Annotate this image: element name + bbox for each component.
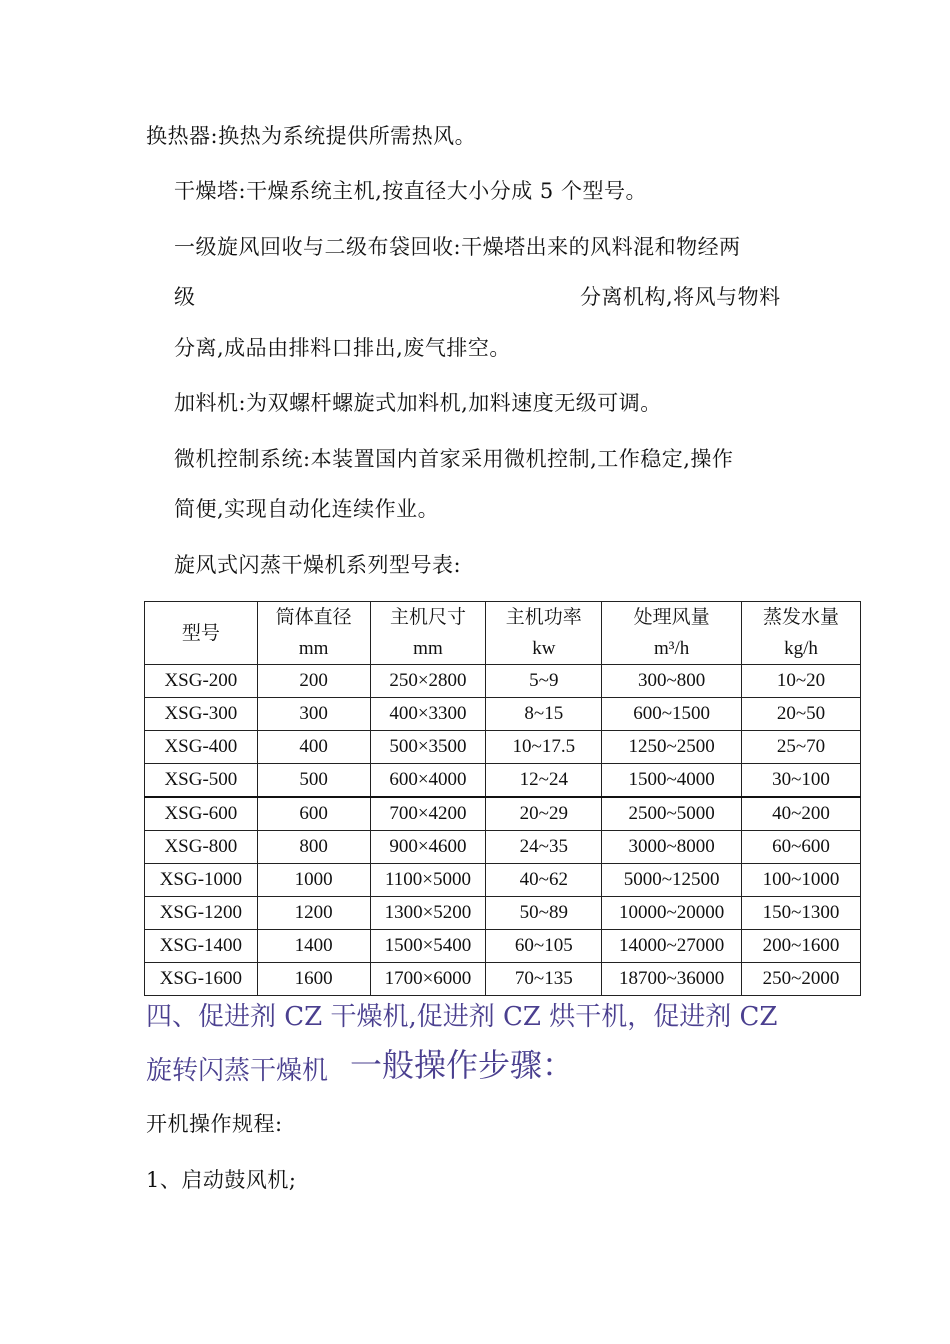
startup-procedure-title: 开机操作规程: [146, 1112, 283, 1136]
table-cell: 70~135 [486, 963, 602, 996]
table-row [145, 831, 861, 864]
table-cell: 3000~8000 [602, 831, 742, 864]
table-cell: 50~89 [486, 897, 602, 930]
table-cell: 25~70 [742, 731, 861, 764]
table-cell: 900×4600 [370, 831, 486, 864]
table-row [145, 764, 861, 798]
table-cell: XSG-200 [145, 665, 258, 698]
table-row [145, 897, 861, 930]
paragraph-feeder: 加料机:为双螺杆螺旋式加料机,加料速度无级可调。 [174, 391, 662, 415]
table-row [145, 698, 861, 731]
table-row [145, 864, 861, 897]
table-cell: 600×4000 [370, 764, 486, 798]
header-cell: 处理风量 m³/h [602, 602, 742, 665]
table-cell: 5~9 [486, 665, 602, 698]
table-cell: XSG-1400 [145, 930, 258, 963]
table-cell: 800 [257, 831, 370, 864]
table-row [145, 731, 861, 764]
table-row [145, 930, 861, 963]
section-heading-line2b: 一般操作步骤： [350, 1046, 575, 1084]
table-cell: 100~1000 [742, 864, 861, 897]
table-cell: 200 [257, 665, 370, 698]
table-cell: 1100×5000 [370, 864, 486, 897]
paragraph-control-line2: 简便,实现自动化连续作业。 [174, 497, 440, 521]
table-cell: 500 [257, 764, 370, 798]
table-cell: 600 [257, 797, 370, 831]
table-cell: XSG-600 [145, 797, 258, 831]
table-cell: XSG-1600 [145, 963, 258, 996]
table-cell: 700×4200 [370, 797, 486, 831]
table-cell: 5000~12500 [602, 864, 742, 897]
table-cell: 1200 [257, 897, 370, 930]
table-cell: 1500~4000 [602, 764, 742, 798]
table-row [145, 963, 861, 996]
paragraph-drying-tower: 干燥塔:干燥系统主机,按直径大小分成 5 个型号。 [174, 179, 647, 203]
table-caption: 旋风式闪蒸干燥机系列型号表: [174, 553, 462, 577]
table-cell: 200~1600 [742, 930, 861, 963]
table-cell: 400 [257, 731, 370, 764]
table-cell: XSG-400 [145, 731, 258, 764]
step-1: 1、启动鼓风机; [146, 1168, 297, 1192]
table-cell: 1700×6000 [370, 963, 486, 996]
table-cell: 1300×5200 [370, 897, 486, 930]
table-cell: 20~29 [486, 797, 602, 831]
section-heading-line1: 四、促进剂 CZ 干燥机,促进剂 CZ 烘干机，促进剂 CZ [146, 1002, 778, 1032]
table-cell: 24~35 [486, 831, 602, 864]
table-cell: 30~100 [742, 764, 861, 798]
table-cell: 250×2800 [370, 665, 486, 698]
table-cell: 1500×5400 [370, 930, 486, 963]
table-cell: XSG-300 [145, 698, 258, 731]
paragraph-recovery-line3: 分离,成品由排料口排出,废气排空。 [174, 336, 511, 360]
table-cell: XSG-1200 [145, 897, 258, 930]
table-cell: 40~200 [742, 797, 861, 831]
table-cell: 1400 [257, 930, 370, 963]
table-cell: 20~50 [742, 698, 861, 731]
table-cell: 14000~27000 [602, 930, 742, 963]
table-cell: 18700~36000 [602, 963, 742, 996]
table-cell: 500×3500 [370, 731, 486, 764]
table-cell: 1250~2500 [602, 731, 742, 764]
table-cell: 8~15 [486, 698, 602, 731]
table-cell: 60~105 [486, 930, 602, 963]
table-cell: 1600 [257, 963, 370, 996]
table-cell: XSG-500 [145, 764, 258, 798]
paragraph-heat-exchanger: 换热器:换热为系统提供所需热风。 [146, 124, 477, 148]
table-cell: 400×3300 [370, 698, 486, 731]
header-cell: 筒体直径 mm [257, 602, 370, 665]
paragraph-recovery-line2b: 分离机构,将风与物料 [580, 285, 781, 309]
table-cell: 250~2000 [742, 963, 861, 996]
header-cell: 主机尺寸 mm [370, 602, 486, 665]
table-cell: 300 [257, 698, 370, 731]
model-spec-table [144, 601, 861, 996]
table-header-row [145, 602, 861, 665]
table-cell: XSG-800 [145, 831, 258, 864]
table-cell: 600~1500 [602, 698, 742, 731]
header-cell: 型号 [145, 602, 258, 665]
header-cell: 蒸发水量 kg/h [742, 602, 861, 665]
paragraph-control-line1: 微机控制系统:本装置国内首家采用微机控制,工作稳定,操作 [174, 447, 734, 471]
table-row [145, 665, 861, 698]
table-cell: 40~62 [486, 864, 602, 897]
table-cell: 1000 [257, 864, 370, 897]
table-cell: 10~20 [742, 665, 861, 698]
table-cell: 10000~20000 [602, 897, 742, 930]
table-cell: 2500~5000 [602, 797, 742, 831]
table-cell: 12~24 [486, 764, 602, 798]
paragraph-recovery-line1: 一级旋风回收与二级布袋回收:干燥塔出来的风料混和物经两 [174, 235, 741, 259]
paragraph-recovery-line2a: 级 [174, 285, 196, 309]
table-cell: 150~1300 [742, 897, 861, 930]
table-cell: 60~600 [742, 831, 861, 864]
table-cell: 10~17.5 [486, 731, 602, 764]
table-cell: XSG-1000 [145, 864, 258, 897]
table-row [145, 797, 861, 831]
section-heading-line2a: 旋转闪蒸干燥机 [146, 1056, 329, 1086]
table-cell: 300~800 [602, 665, 742, 698]
header-cell: 主机功率 kw [486, 602, 602, 665]
